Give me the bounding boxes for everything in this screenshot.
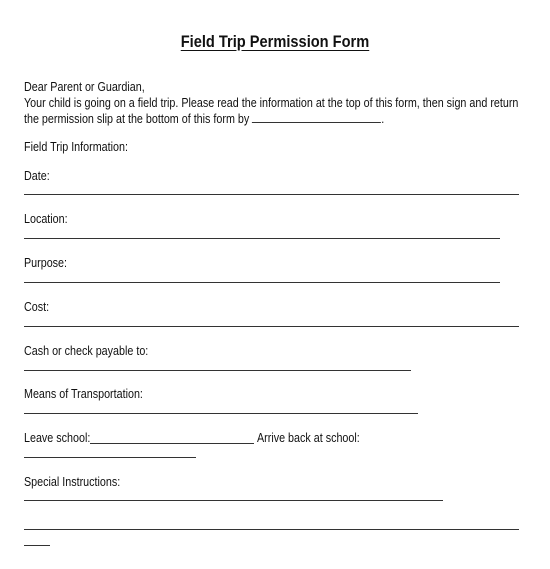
special-instructions-line-3[interactable] [24,545,50,546]
intro-line-2 [24,112,384,126]
leave-school-label: Leave school: [24,431,91,445]
purpose-line[interactable] [24,282,500,283]
intro-line-2-prefix: the permission slip at the bottom of this form by [24,112,250,126]
location-line[interactable] [24,238,500,239]
location-label: Location: [24,212,68,226]
arrive-back-label: Arrive back at school: [257,431,360,445]
intro-line-1: Your child is going on a field trip. Please read the information at the top of this form, then sign and return [24,96,519,110]
purpose-label: Purpose: [24,256,68,270]
leave-school-line[interactable] [90,443,254,444]
special-instructions-label: Special Instructions: [24,475,121,489]
cost-line[interactable] [24,326,519,327]
payable-label: Cash or check payable to: [24,344,149,358]
transport-line[interactable] [24,413,418,414]
date-line[interactable] [24,194,519,195]
date-label: Date: [24,169,50,183]
intro-line-2-suffix: . [381,112,385,126]
field-trip-info-heading: Field Trip Information: [24,140,128,154]
form-title: Field Trip Permission Form [180,32,370,51]
cost-label: Cost: [24,300,50,314]
special-instructions-line-1[interactable] [24,500,443,501]
arrive-back-line[interactable] [24,457,196,458]
return-by-date-blank[interactable] [252,112,381,123]
greeting-text: Dear Parent or Guardian, [24,80,145,94]
special-instructions-line-2[interactable] [24,529,519,530]
transport-label: Means of Transportation: [24,387,143,401]
payable-line[interactable] [24,370,411,371]
